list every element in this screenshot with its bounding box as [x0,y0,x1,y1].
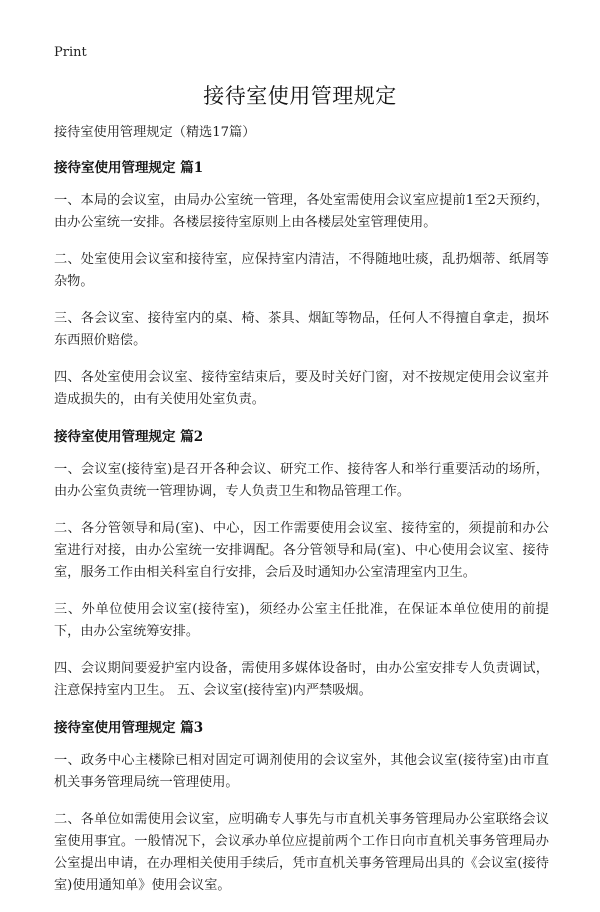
page-title: 接待室使用管理规定 [203,84,397,108]
paragraph: 三、外单位使用会议室(接待室)，须经办公室主任批准，在保证本单位使用的前提下，由办公室统筹安排。 [54,602,549,639]
section-heading: 接待室使用管理规定 篇2 [54,429,204,445]
paragraph: 二、处室使用会议室和接待室，应保持室内清洁，不得随地吐痰，乱扔烟蒂、纸屑等杂物。 [54,252,549,289]
document-body [54,122,549,912]
paragraph: 二、各单位如需使用会议室，应明确专人事先与市直机关事务管理局办公室联络会议室使用事宜。一般情况下，会议承办单位应提前两个工作日向市直机关事务管理局办公室提出申请，在办理相关使用手续后，凭市直机关事务管理局出具的《会议室(接待室)使用通知单》使用会议室。 [54,812,549,893]
print-link[interactable]: Print [54,45,87,60]
paragraph: 三、各会议室、接待室内的桌、椅、茶具、烟缸等物品，任何人不得擅自拿走，损坏东西照价赔偿。 [54,311,549,348]
paragraph: 二、各分管领导和局(室)、中心，因工作需要使用会议室、接待室的，须提前和办公室进行对接，由办公室统一安排调配。各分管领导和局(室)、中心使用会议室、接待室，服务工作由相关科室自行安排，会后及时通知办公室清理室内卫生。 [54,521,549,580]
section-2 [54,426,549,702]
section-heading: 接待室使用管理规定 篇1 [54,160,204,176]
paragraph: 一、会议室(接待室)是召开各种会议、研究工作、接待客人和举行重要活动的场所，由办公室负责统一管理协调，专人负责卫生和物品管理工作。 [54,462,549,499]
paragraph: 一、政务中心主楼除已相对固定可调剂使用的会议室外，其他会议室(接待室)由市直机关事务管理局统一管理使用。 [54,753,549,790]
paragraph: 四、各处室使用会议室、接待室结束后，要及时关好门窗，对不按规定使用会议室并造成损失的，由有关使用处室负责。 [54,370,549,407]
section-1 [54,157,549,411]
section-heading: 接待室使用管理规定 篇3 [54,720,204,736]
section-3 [54,717,549,897]
document-subtitle: 接待室使用管理规定（精选17篇） [54,125,256,140]
paragraph: 一、本局的会议室，由局办公室统一管理，各处室需使用会议室应提前1至2天预约，由办公室统一安排。各楼层接待室原则上由各楼层处室管理使用。 [54,193,549,230]
paragraph: 四、会议期间要爱护室内设备，需使用多媒体设备时，由办公室安排专人负责调试，注意保持室内卫生。 五、会议室(接待室)内严禁吸烟。 [54,661,549,698]
